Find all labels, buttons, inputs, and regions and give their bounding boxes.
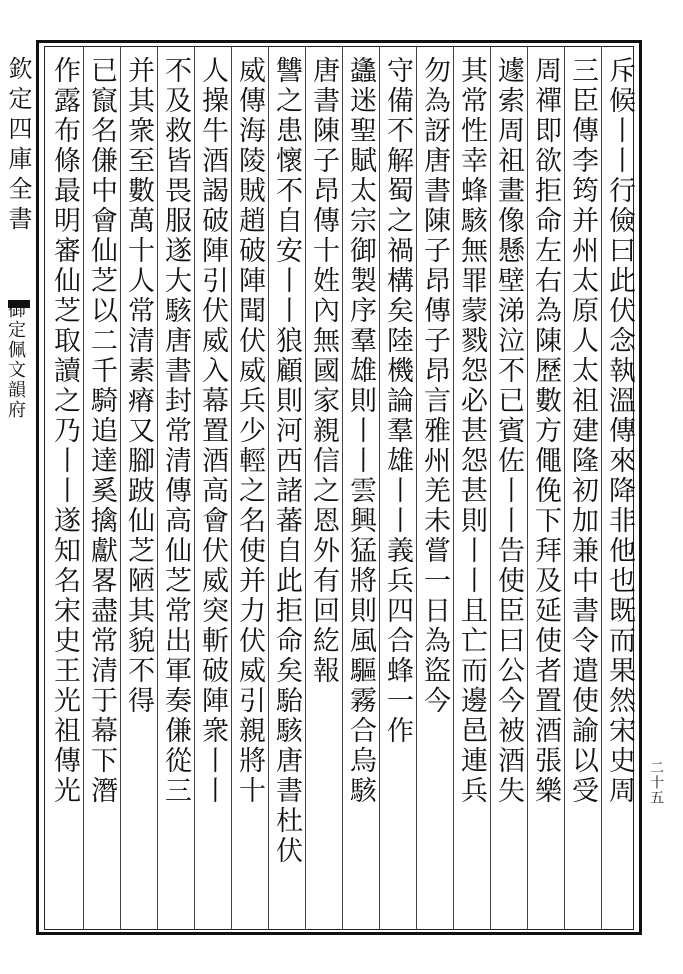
- text-column: 勿為訝唐書陳子昂傳子昂言雅州羌未嘗一日為盜今: [419, 56, 450, 716]
- text-column: 唐書陳子昂傳十姓內無國家親信之恩外有回紇報: [308, 56, 339, 686]
- section-title: 御定佩文韻府: [5, 300, 26, 420]
- text-column: 已竄名傔中會仙芝以二千騎追達奚擒獻畧盡常清于幕下潛: [86, 56, 117, 806]
- text-column: 遽索周祖畫像懸壁涕泣不已賓佐丨丨告使臣曰公今被酒失: [493, 56, 524, 806]
- text-column: 守備不解蜀之禍構矣陸機論羣雄丨丨義兵四合蜂一作: [382, 56, 413, 746]
- text-column: 讐之患懷不自安丨丨狼顧則河西諸蕃自此拒命矣駘駭唐書杜伏: [271, 56, 302, 866]
- book-title: 欽定四庫全書: [4, 56, 32, 236]
- text-column: 威傳海陵賊趙破陣聞伏威兵少輕之名使并力伏威引親將十: [234, 56, 265, 806]
- text-column: 斥候丨丨行儉曰此伏念執溫傳來降非他也既而果然宋史周: [604, 56, 635, 806]
- text-column: 作露布條最明審仙芝取讀之乃丨丨遂知名宋史王光祖傳光: [49, 56, 80, 806]
- text-column: 并其衆至數萬十人常清素瘠又腳跛仙芝陋其貌不得: [123, 56, 154, 716]
- text-column: 其常性幸蜂駭無罪蒙戮怨必甚怨甚則丨丨且亡而邊邑連兵: [456, 56, 487, 806]
- text-column: 蠭迷聖賦太宗御製序羣雄則丨丨雲興猛將則風驅霧合烏駭: [345, 56, 376, 806]
- text-column: 周禪即欲拒命左右為陳歷數方僶俛下拜及延使者置酒張樂: [530, 56, 561, 806]
- text-column: 不及救皆畏服遂大駭唐書封常清傳高仙芝常出軍奏傔從三: [160, 56, 191, 806]
- folio-number: 二十五: [648, 760, 664, 805]
- text-column: 三臣傳李筠并州太原人太祖建隆初加兼中書令遣使諭以受: [567, 56, 598, 806]
- text-column: 人操牛酒謁破陣引伏威入幕置酒高會伏威突斬破陣衆丨丨: [197, 56, 228, 806]
